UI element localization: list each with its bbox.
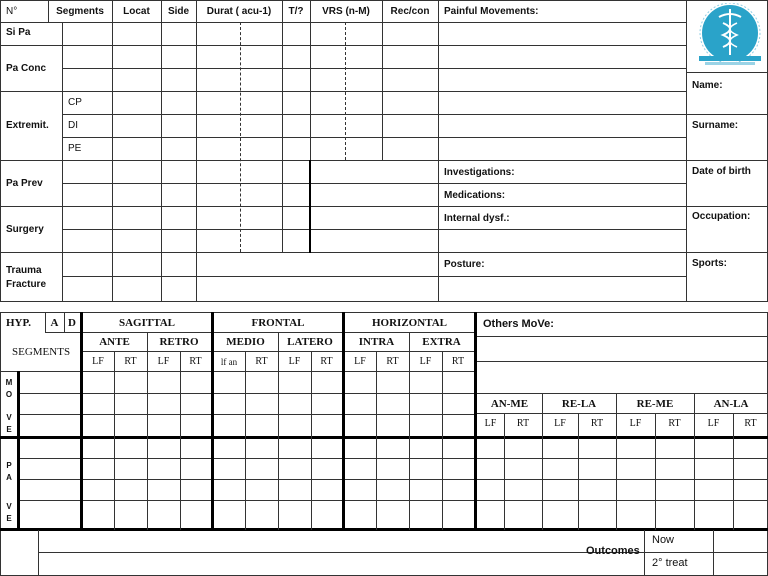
combo-col-lf: LF — [554, 418, 566, 429]
label-date-of-birth: Date of birth — [692, 166, 751, 177]
label-now: Now — [652, 534, 675, 546]
header-t: T/? — [288, 6, 304, 17]
col-rt: RT — [189, 356, 202, 367]
combo-an-la: AN-LA — [713, 398, 749, 410]
combo-re-la: RE-LA — [561, 398, 597, 410]
col-lf: LF — [157, 356, 170, 367]
col-lf: LF — [92, 356, 104, 367]
header-durat: Durat ( acu-1) — [206, 6, 272, 17]
combo-col-rt: RT — [516, 418, 530, 429]
col-lf: LF — [288, 356, 301, 367]
col-lf: LF — [419, 356, 432, 367]
caduceus-logo-icon — [697, 3, 763, 67]
header-number: N° — [6, 6, 18, 17]
label-surname: Surname: — [692, 120, 739, 131]
pave-letter: E — [6, 514, 12, 523]
move-letter: O — [5, 390, 13, 399]
header-locat: Locat — [123, 6, 150, 17]
plane-sagittal: SAGITTAL — [118, 317, 176, 329]
label-name: Name: — [692, 80, 723, 91]
label-occupation: Occupation: — [692, 211, 751, 222]
row-pa-conc: Pa Conc — [6, 63, 47, 74]
label-internal-dysf: Internal dysf.: — [444, 213, 510, 224]
label-segments: SEGMENTS — [12, 346, 71, 358]
combo-col-rt: RT — [590, 418, 604, 429]
move-letter: V — [6, 413, 12, 422]
label-others-move: Others MoVe: — [483, 318, 554, 330]
label-investigations: Investigations: — [444, 167, 515, 178]
col-rt: RT — [255, 356, 268, 367]
combo-re-me: RE-ME — [636, 398, 674, 410]
row-fracture: Fracture — [6, 279, 47, 290]
label-sports: Sports: — [692, 258, 727, 269]
col-lf: LF — [354, 356, 366, 367]
label-outcomes: Outcomes — [586, 545, 640, 557]
label-d: D — [68, 317, 76, 329]
combo-col-lf: LF — [629, 418, 642, 429]
row-pa-prev: Pa Prev — [6, 178, 43, 189]
move-letter: E — [6, 425, 12, 434]
row-surgery: Surgery — [6, 224, 44, 235]
header-segments: Segments — [56, 6, 104, 17]
label-posture: Posture: — [444, 259, 485, 270]
col-rt: RT — [386, 356, 399, 367]
combo-an-me: AN-ME — [490, 398, 529, 410]
pave-letter: A — [6, 473, 12, 482]
sub-extra: EXTRA — [422, 336, 461, 348]
row-si-pa: Si Pa — [6, 27, 31, 38]
sub-retro: RETRO — [159, 336, 199, 348]
label-a: A — [50, 317, 59, 329]
plane-horizontal: HORIZONTAL — [372, 317, 447, 329]
combo-col-lf: LF — [484, 418, 497, 429]
sub-intra: INTRA — [358, 336, 395, 348]
col-rt: RT — [320, 356, 333, 367]
label-medications: Medications: — [444, 190, 506, 201]
label-hyp: HYP. — [6, 317, 31, 329]
header-painful-movements: Painful Movements: — [444, 6, 539, 17]
label-second-treat: 2° treat — [652, 557, 688, 569]
pave-letter: P — [6, 461, 12, 470]
header-vrs: VRS (n-M) — [322, 6, 370, 17]
move-letter: M — [5, 378, 13, 387]
row-di: DI — [68, 120, 78, 131]
sub-latero: LATERO — [287, 336, 333, 348]
sub-medio: MEDIO — [226, 336, 265, 348]
pave-letter: V — [6, 502, 12, 511]
row-pe: PE — [68, 143, 82, 154]
row-cp: CP — [68, 97, 82, 108]
col-rt: RT — [124, 356, 137, 367]
combo-col-rt: RT — [668, 418, 681, 429]
row-extremit: Extremit. — [6, 120, 49, 131]
header-rec: Rec/con — [390, 6, 430, 17]
row-trauma: Trauma — [6, 265, 42, 276]
sub-ante: ANTE — [99, 336, 130, 348]
combo-col-rt: RT — [744, 418, 757, 429]
plane-frontal: FRONTAL — [251, 317, 305, 329]
col-rt: RT — [451, 356, 465, 367]
header-side: Side — [167, 6, 190, 17]
combo-col-lf: LF — [707, 418, 720, 429]
col-lf-an: lf an — [220, 357, 238, 367]
